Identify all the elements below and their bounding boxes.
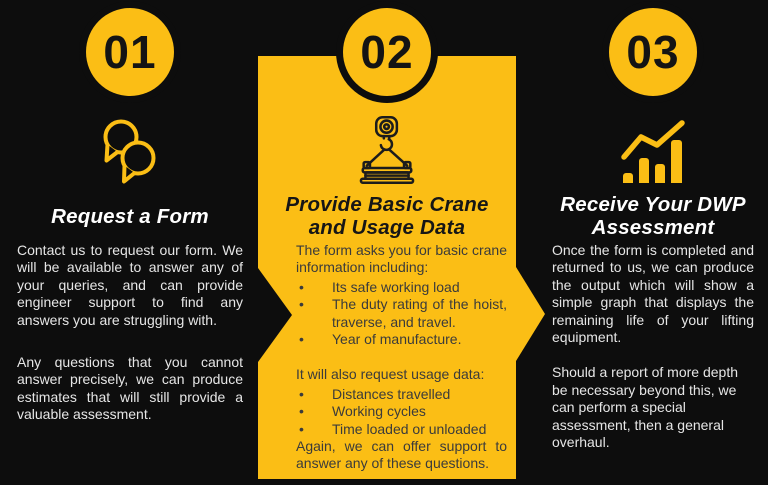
step-3-number-badge	[609, 8, 697, 96]
step-2-title: Provide Basic Crane and Usage Data	[285, 193, 489, 239]
step-2-body	[258, 242, 516, 473]
list-item: • The duty rating of the hoist, traverse, and travel.	[299, 296, 507, 330]
list-item: • Distances travelled	[299, 385, 451, 402]
step-2-number: 02	[360, 26, 414, 78]
step-2-intro: The form asks you for basic crane information including:	[296, 242, 507, 276]
chat-bubbles-icon	[98, 116, 162, 184]
step-2-number-badge	[343, 8, 431, 96]
step-1-column	[17, 0, 243, 424]
step-3-number: 03	[626, 26, 680, 78]
step-1-paragraph: Any questions that you cannot answer precisely, we can produce estimates that will still provide a valuable assessment.	[17, 354, 243, 423]
step-1-title: Request a Form	[51, 204, 209, 228]
step-2-outro: Again, we can offer support to answer any of these questions.	[296, 438, 507, 472]
crane-hook-icon	[354, 116, 420, 184]
step-1-body	[17, 242, 243, 424]
step-2-column	[258, 0, 516, 473]
step-2-intro: It will also request usage data:	[296, 366, 485, 383]
crane-info-list	[296, 279, 507, 349]
list-item: • Its safe working load	[299, 278, 460, 295]
list-item: • Working cycles	[299, 403, 426, 420]
usage-data-list	[296, 386, 507, 438]
step-3-paragraph: Once the form is completed and returned to us, we can produce the output which will show a simple graph that displays the remaining life of your lifting equipment.	[552, 242, 754, 346]
list-item: • Year of manufacture.	[299, 331, 462, 348]
step-1-number: 01	[103, 26, 157, 78]
step-3-column	[552, 0, 754, 451]
list-item: • Time loaded or unloaded	[299, 420, 487, 437]
step-3-body	[552, 242, 754, 451]
step-3-title: Receive Your DWP Assessment	[560, 193, 746, 239]
step-1-number-badge	[86, 8, 174, 96]
right-flow-arrow	[516, 267, 545, 361]
step-1-paragraph: Contact us to request our form. We will be available to answer any of your queries, and can provide engineer support to find any answers you are struggling with.	[17, 242, 243, 328]
bar-chart-icon	[620, 116, 686, 184]
step-3-paragraph: Should a report of more depth be necessary beyond this, we can perform a special assessment, then a general overhaul.	[552, 364, 739, 451]
